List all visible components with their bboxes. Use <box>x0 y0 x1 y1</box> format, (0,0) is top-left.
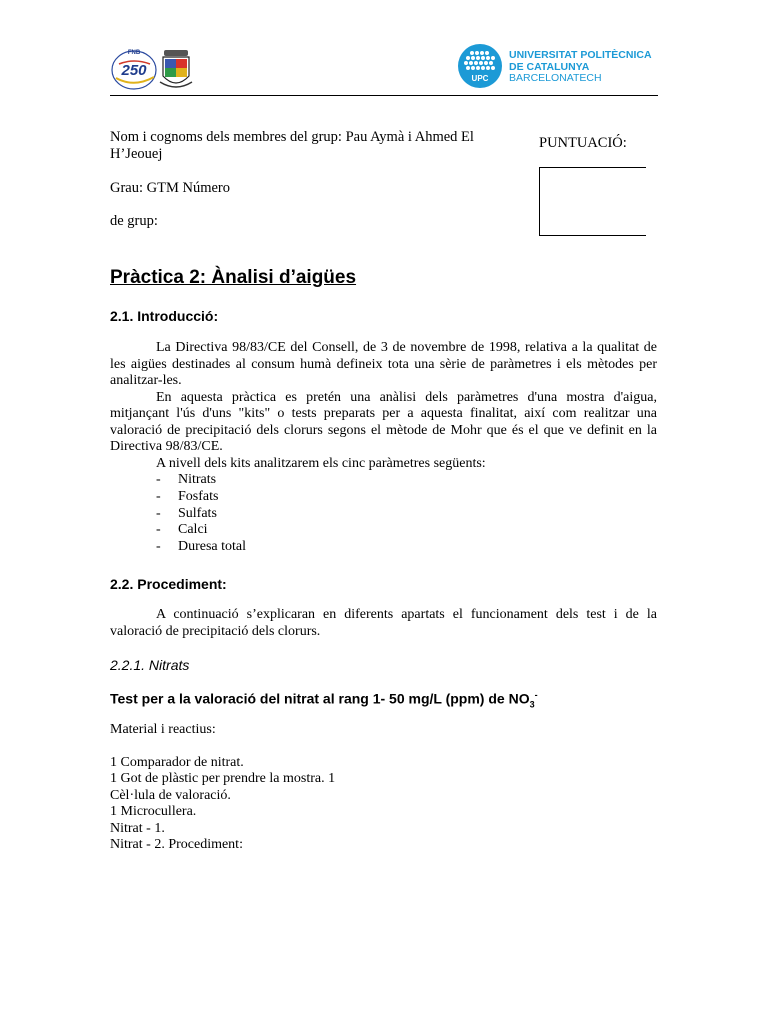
list-item: 1 Comparador de nitrat. <box>110 755 244 770</box>
procedure-body <box>110 607 657 640</box>
list-item: 1 Microcullera. <box>110 804 197 820</box>
materials-list <box>110 755 335 853</box>
score-label: PUNTUACIÓ: <box>539 135 627 151</box>
materials-label: Material i reactius: <box>110 722 216 737</box>
upc-logo-icon <box>458 44 502 88</box>
list-item: - Duresa total <box>110 539 657 556</box>
introduction-body <box>110 340 657 556</box>
group-members: Nom i cognoms dels membres del grup: Pau Aymà i Ahmed El H’Jeouej <box>110 129 474 162</box>
intro-paragraph-3: A nivell dels kits analitzarem els cinc paràmetres següents: <box>156 455 486 471</box>
list-item: Nitrat - 1. <box>110 820 165 836</box>
list-item: 1 Got de plàstic per prendre la mostra. 1 <box>110 771 336 787</box>
section-heading-procedure: 2.2. Procediment: <box>110 576 227 592</box>
intro-paragraph-2: En aquesta pràctica es pretén una anàlisi dels paràmetres d'una mostra d'aigua, mitjançant l'ús d'uns "kits" o tests preparats per a aquesta finalitat, així com realitzar una valoració de precipitació dels clorurs segons el mètode de Mohr que és el que ve definit en la Directiva 98/83/CE. <box>110 389 657 454</box>
group-number: de grup: <box>110 213 158 229</box>
university-line-2: DE CATALUNYA <box>509 60 590 73</box>
test-heading <box>110 690 538 709</box>
list-item: - Nitrats <box>110 472 657 489</box>
document-title: Pràctica 2: Ànalisi d’aigües <box>110 267 357 288</box>
list-item: - Fosfats <box>110 489 657 506</box>
subsection-heading-nitrats: 2.2.1. Nitrats <box>110 657 190 673</box>
crest-icon <box>160 50 192 87</box>
svg-text:UPC: UPC <box>471 74 489 83</box>
parameter-list <box>110 472 657 556</box>
test-heading-subscript: 3 <box>529 699 535 710</box>
university-name <box>509 50 652 85</box>
list-item: Nitrat - 2. Procediment: <box>110 837 243 853</box>
svg-text:FNB: FNB <box>127 50 141 56</box>
list-item: Cèl·lula de valoració. <box>110 787 231 803</box>
section-heading-introduction: 2.1. Introducció: <box>110 308 219 324</box>
list-item: - Calci <box>110 522 657 539</box>
svg-text:250: 250 <box>121 62 147 79</box>
university-line-1: UNIVERSITAT POLITÈCNICA <box>509 49 652 61</box>
list-item: - Sulfats <box>110 506 657 523</box>
test-heading-superscript: - <box>534 690 538 700</box>
score-box <box>539 167 646 236</box>
intro-paragraph-1: La Directiva 98/83/CE del Consell, de 3 de novembre de 1998, relativa a la qualitat de les aigües destinades al consum humà defineix tota una sèrie de paràmetres i els mètodes per analitzar-les. <box>110 340 657 388</box>
fnb-250-logo-icon <box>110 44 200 94</box>
test-heading-text: Test per a la valoració del nitrat al rang 1- 50 mg/L (ppm) de NO <box>110 690 530 707</box>
university-line-3: BARCELONATECH <box>509 72 602 84</box>
institution-logos <box>110 44 200 94</box>
header-divider <box>110 95 658 96</box>
procedure-paragraph: A continuació s’explicaran en diferents apartats el funcionament dels test i de la valoració de precipitació dels clorurs. <box>110 607 657 639</box>
grade-number: Grau: GTM Número <box>110 180 231 196</box>
upc-logo <box>458 44 658 90</box>
